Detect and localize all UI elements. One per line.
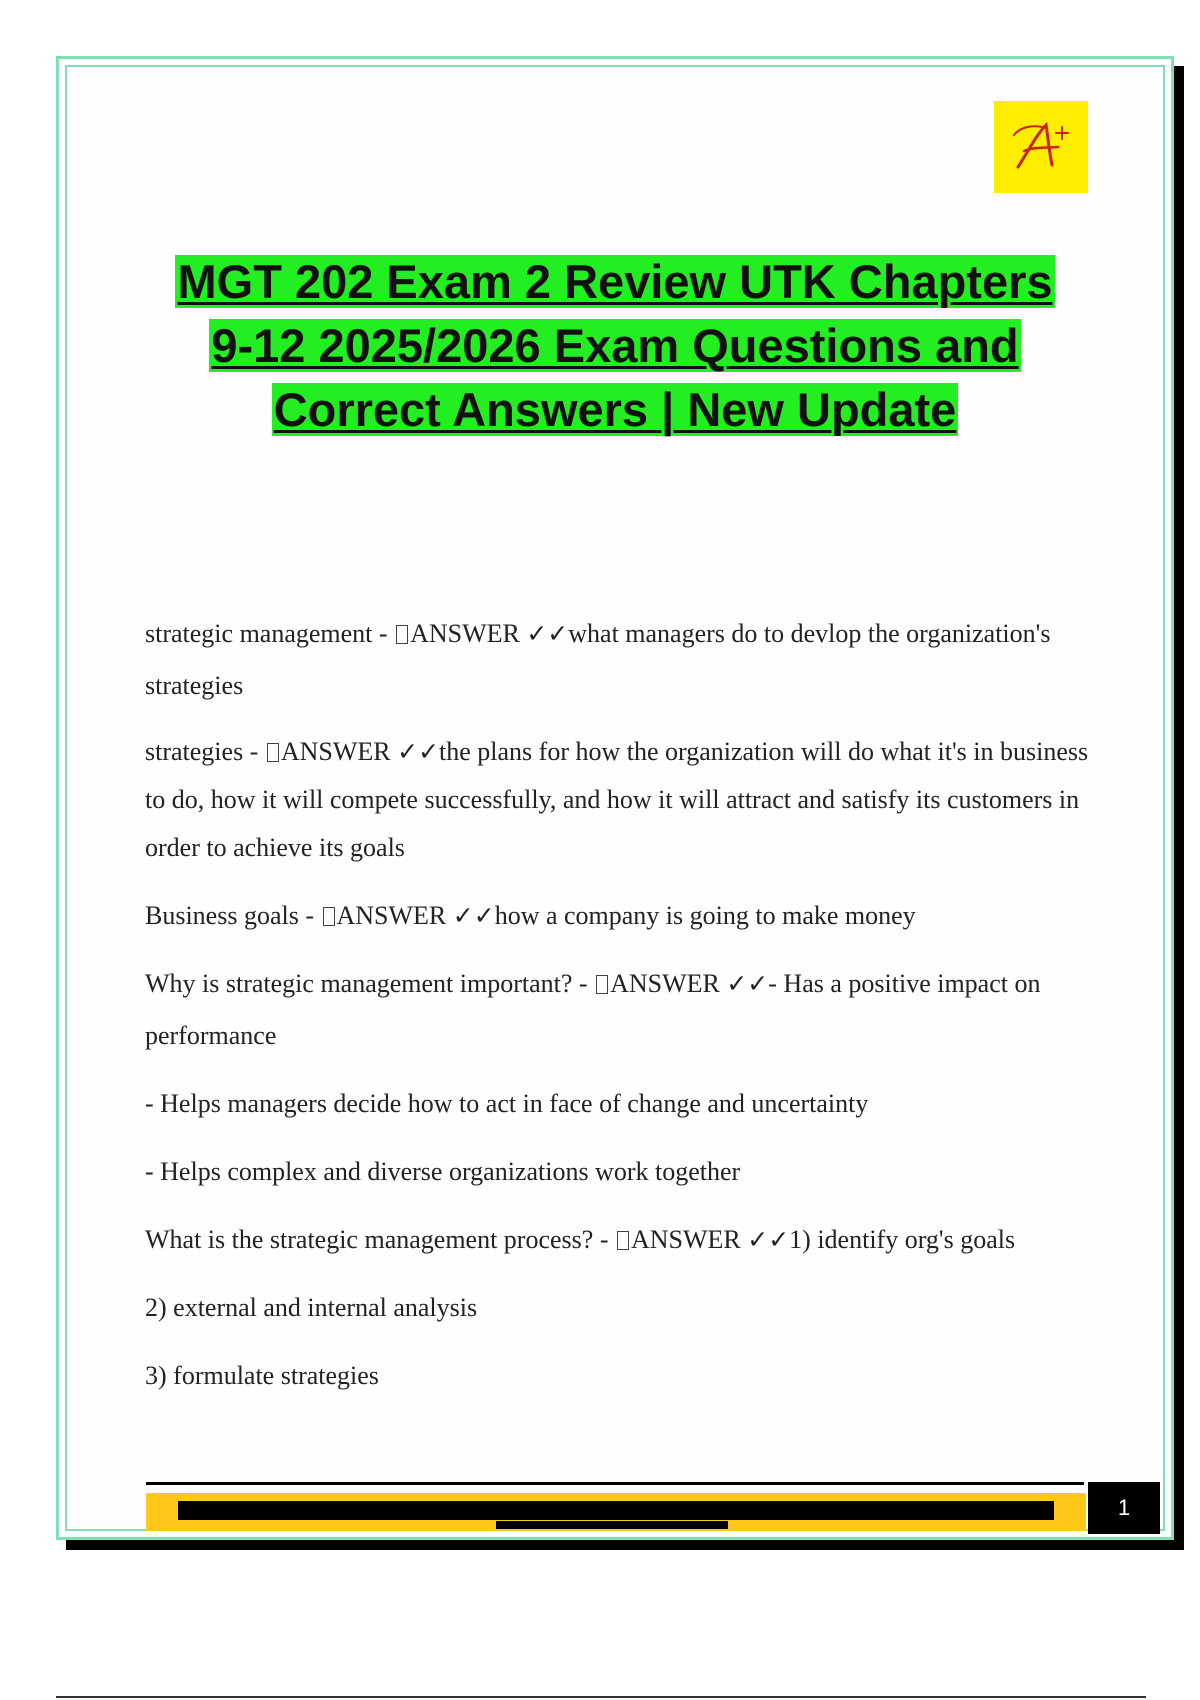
a-plus-logo-glyph	[1006, 117, 1076, 177]
qa-item-strategic-management	[145, 608, 1095, 712]
qa-answer: - Has a positive impact on performance	[145, 969, 1041, 1050]
answer-label: ANSWER	[610, 969, 720, 998]
qa-term: Business goals -	[145, 901, 321, 930]
qa-term: strategic management -	[145, 619, 395, 648]
check-marks-icon: ✓✓	[526, 619, 569, 648]
footer-rule	[146, 1482, 1084, 1485]
bottom-divider	[56, 1696, 1146, 1698]
missing-glyph-icon	[396, 625, 408, 644]
qa-term: strategies -	[145, 737, 265, 766]
missing-glyph-icon	[267, 743, 279, 762]
document-title	[120, 250, 1110, 442]
answer-label: ANSWER	[280, 737, 391, 766]
qa-item-business-goals	[145, 890, 1095, 942]
missing-glyph-icon	[596, 975, 608, 994]
qa-item-why-important	[145, 958, 1095, 1062]
qa-answer: 1) identify org's goals	[789, 1225, 1016, 1254]
a-plus-logo-icon	[994, 101, 1088, 193]
missing-glyph-icon	[617, 1231, 629, 1250]
footer-bar-notch	[496, 1521, 728, 1529]
check-marks-icon: ✓✓	[726, 969, 769, 998]
footer-bar-inner	[178, 1501, 1054, 1520]
qa-answer: how a company is going to make money	[494, 901, 916, 930]
missing-glyph-icon	[323, 907, 335, 926]
bullet-item: - Helps complex and diverse organizations work together	[145, 1157, 741, 1186]
qa-term: What is the strategic management process? -	[145, 1225, 615, 1254]
check-marks-icon: ✓✓	[452, 901, 495, 930]
process-step: 2) external and internal analysis	[145, 1293, 478, 1322]
footer-bar	[146, 1493, 1086, 1531]
qa-answer: what managers do to devlop the organization's strategies	[145, 619, 1051, 700]
check-marks-icon: ✓✓	[397, 737, 440, 766]
qa-answer: the plans for how the organization will do what it's in business to do, how it will compete successfully, and how it will attract and satisfy its customers in order to achieve its goals	[145, 737, 1089, 862]
answer-label: ANSWER	[630, 1225, 741, 1254]
answer-label: ANSWER	[336, 901, 447, 930]
bullet-item: - Helps managers decide how to act in face of change and uncertainty	[145, 1089, 869, 1118]
qa-item-strategies	[145, 728, 1095, 872]
title-line-2: 9-12 2025/2026 Exam Questions and	[211, 319, 1019, 372]
process-step: 3) formulate strategies	[145, 1361, 379, 1390]
title-line-1: MGT 202 Exam 2 Review UTK Chapters	[177, 255, 1053, 308]
answer-label: ANSWER	[410, 619, 520, 648]
qa-term: Why is strategic management important? -	[145, 969, 595, 998]
qa-content	[145, 608, 1095, 1418]
check-marks-icon: ✓✓	[747, 1225, 790, 1254]
qa-item-process	[145, 1214, 1095, 1266]
title-line-3: Correct Answers | New Update	[273, 383, 957, 436]
page-number: 1	[1088, 1482, 1160, 1534]
